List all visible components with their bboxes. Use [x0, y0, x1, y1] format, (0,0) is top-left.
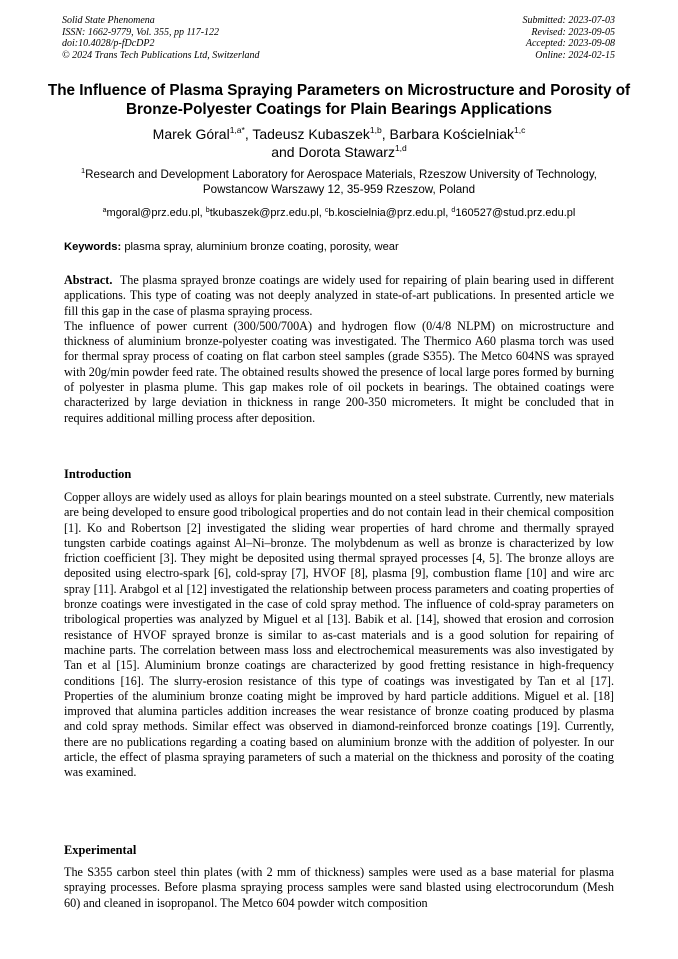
author-name: Tadeusz Kubaszek	[252, 126, 370, 142]
email-link[interactable]: 160527@stud.prz.edu.pl	[455, 207, 576, 219]
author-affil-mark: 1,a*	[229, 125, 245, 135]
author-name: Barbara Kościelniak	[389, 126, 514, 142]
abstract	[64, 273, 614, 426]
copyright-line: © 2024 Trans Tech Publications Ltd, Switzerland	[62, 49, 260, 61]
submission-dates	[523, 15, 616, 61]
author-affil-mark: 1,b	[369, 125, 382, 135]
introduction-paragraph: Copper alloys are widely used as alloys for plain bearings mounted on a steel substrate. Currently, new materials are being developed to ensure good tribological properties and do not contain lead in their chemical composition [1]. Ko and Robertson [2] investigated the sliding wear properties of hard chrome and thermally sprayed tungsten carbide coatings against Al–Ni–bronze. The molybdenum as well as bronze is characterized by low friction coefficient [3]. They might be deposited using thermal sprayed processes [4, 5]. The bronze alloys are deposited using electro-spark [6], cold-spray [7], HVOF [8], plasma [9], combustion flame [10] and wire arc spray [11]. Arabgol et al [12] investigated the relationship between process parameters and coating properties of bronze coatings were investigated in the case of cold spray method. The influence of cold-spray parameters on tribological properties was analyzed by Miguel et al [13]. Babik et al. [14], showed that erosion and corrosion resistance of HVOF sprayed bronze is similar to as-cast materials and is a good solution for repairing of machine parts. The correlation between mass loss and electrochemical measurements was also investigated by Tan et al [15]. Aluminium bronze coatings are characterized by good fretting resistance in high-frequency conditions [16]. The slurry-erosion resistance of this type of coatings was investigated by Tan et al [17]. Properties of the aluminium bronze coating might be improved by hard particle additions. Miguel et al. [18] improved that alumina particles addition increases the wear resistance of bronze coating produced by plasma and cold spray methods. Similar effect was observed in diamond-reinforced bronze coatings [19]. Currently, there are no publications regarding a coating based on aluminium bronze with the addition of polyester. In our article, the effect of plasma spraying parameters of such a material on the thickness and porosity of the coating was examined.	[64, 490, 614, 780]
author-line-2	[40, 143, 638, 161]
abstract-paragraph-2: The influence of power current (300/500/700A) and hydrogen flow (0/4/8 NLPM) on microstructure and thickness of aluminium bronze-polyester coating was investigated. The Thermico A60 plasma torch was used for thermal spray process of coating on flat carbon steel samples (grade S355). The Metco 604NS was sprayed with 20g/min powder feed rate. The obtained results showed the presence of local large pores formed by burning of polyester in plasma plume. This gap makes role of oil pockets in bearings. The obtained coatings were characterized by large deviation in thickness in range 200-350 micrometers. It might be concluded that in requires additional milling process after deposition.	[64, 318, 614, 425]
author-affil-mark: 1,d	[394, 143, 407, 153]
keywords	[64, 240, 399, 254]
affiliation-text: Research and Development Laboratory for Aerospace Materials, Rzeszow University of Technology, Powstancow Warszawy 12, 35-959 Rzeszow, Poland	[85, 168, 598, 196]
journal-name: Solid State Phenomena	[62, 15, 155, 26]
author-list	[40, 125, 638, 161]
affiliation	[70, 167, 608, 197]
experimental-paragraph: The S355 carbon steel thin plates (with 2 mm of thickness) samples were used as a base material for plasma spraying processes. Before plasma spraying process samples were sand blasted using electrocorundum (Mesh 60) and cleaned in isopropanol. The Metco 604 powder witch composition	[64, 865, 614, 910]
experimental-body	[64, 865, 614, 911]
email-link[interactable]: b.koscielnia@prz.edu.pl	[328, 207, 446, 219]
doi-line: doi:10.4028/p-fDcDP2	[62, 38, 155, 49]
keywords-label: Keywords:	[64, 241, 122, 253]
introduction-body	[64, 490, 614, 781]
author-line-1: Marek Góral$^{1,a*}$, Tadeusz Kubaszek$^{1,b}$, Barbara Kościelniak$^{1,c}$	[152, 125, 526, 142]
revised-date: Revised: 2023-09-05	[531, 26, 615, 38]
keywords-text: plasma spray, aluminium bronze coating, porosity, wear	[124, 241, 399, 253]
submitted-date: Submitted: 2023-07-03	[522, 15, 615, 26]
journal-info	[62, 15, 260, 61]
author-affil-mark: 1,c	[514, 125, 526, 135]
author-name: and Dorota Stawarz	[271, 144, 395, 160]
affiliation-mark: 1	[80, 166, 86, 175]
experimental-heading: Experimental	[64, 843, 137, 857]
accepted-date: Accepted: 2023-09-08	[525, 38, 615, 49]
abstract-label: Abstract.	[64, 273, 113, 287]
email-link[interactable]: mgoral@prz.edu.pl	[106, 207, 200, 219]
introduction-heading: Introduction	[64, 467, 132, 481]
email-list: $^a$mgoral@prz.edu.pl, $^b$tkubaszek@prz.edu.pl, $^c$b.koscielnia@prz.edu.pl, $^d$160527@stud.prz.edu.pl	[102, 207, 576, 219]
author-name: Marek Góral	[152, 126, 230, 142]
email-link[interactable]: tkubaszek@prz.edu.pl	[209, 207, 319, 219]
abstract-paragraph-1: Abstract. The plasma sprayed bronze coatings are widely used for repairing of plain bearing used in different applications. This type of coating was not deeply analyzed in state-of-art publications. In presented article we fill this gap in the case of plasma spraying process.	[64, 273, 615, 318]
paper-title: The Influence of Plasma Spraying Parameters on Microstructure and Porosity of Bronze-Polyester Coatings for Plain Bearings Applications	[47, 82, 631, 118]
online-date: Online: 2024-02-15	[535, 49, 615, 61]
issn-line: ISSN: 1662-9779, Vol. 355, pp 117-122	[62, 26, 220, 38]
